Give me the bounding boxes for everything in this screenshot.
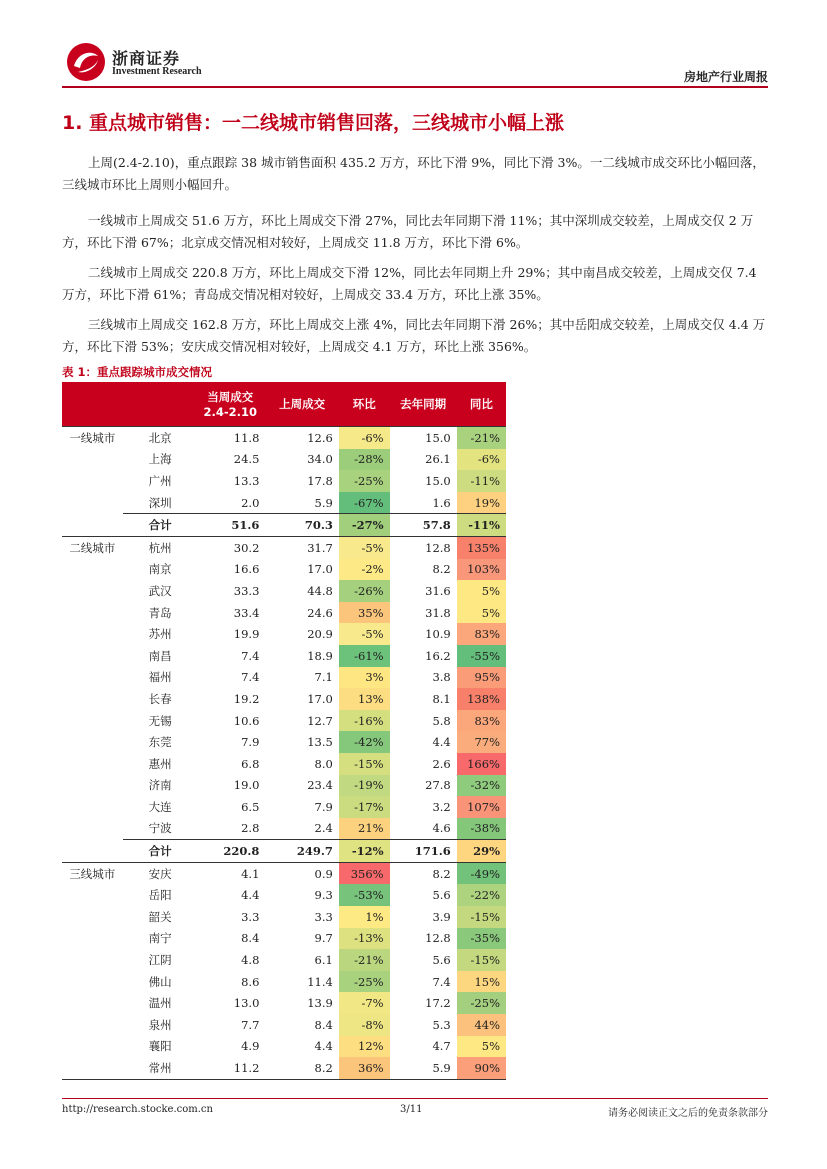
footer-url[interactable]: http://research.stocke.com.cn: [62, 1104, 213, 1115]
current-week-cell: 7.7: [241, 1017, 260, 1032]
paragraph-overview: 上周(2.4-2.10)，重点跟踪 38 城市销售面积 435.2 万方，环比下滑 9%，同比下滑 3%。一二线城市成交环比小幅回落，三线城市环比上周则小幅回升。: [62, 155, 765, 192]
mom-cell: -61%: [339, 645, 390, 667]
last-year-cell: 5.6: [432, 888, 451, 903]
table-row: [62, 928, 506, 950]
mom-cell: -12%: [339, 840, 390, 863]
current-week-cell: 4.9: [241, 1039, 260, 1054]
last-week-cell: 7.1: [314, 670, 333, 685]
table-row: [62, 449, 506, 471]
last-year-cell: 15.0: [425, 473, 451, 488]
header-yoy: 同比: [457, 382, 506, 427]
mom-cell: 356%: [339, 862, 390, 884]
page-number: 3/11: [400, 1104, 423, 1115]
footer-divider: [62, 1098, 768, 1099]
tier-cell: [62, 623, 123, 645]
tier-cell: 二线城市: [62, 536, 123, 558]
current-week-cell: 16.6: [233, 562, 260, 577]
footer-disclaimer: 请务必阅读正文之后的免责条款部分: [608, 1108, 768, 1119]
current-week-cell: 4.1: [195, 862, 265, 884]
yoy-cell: -22%: [457, 884, 506, 906]
last-year-cell: 5.6: [432, 953, 451, 968]
tier-cell: [62, 667, 123, 689]
city-cell: 济南: [148, 778, 172, 793]
last-week-cell: 18.9: [307, 648, 333, 663]
last-week-cell: 9.3: [314, 888, 333, 903]
tier-cell: [62, 1036, 123, 1058]
table-caption: 表 1：重点跟踪城市成交情况: [62, 365, 213, 379]
paragraph-tier3: 三线城市上周成交 162.8 万方，环比上周成交上涨 4%，同比去年同期下滑 26%；其中岳阳成交较差，上周成交仅 4.4 万方，环比下滑 53%；安庆成交情况相对较好，上周成交 4.1 万方，环比上涨 356%。: [62, 317, 766, 354]
current-week-cell: 2.0: [241, 495, 260, 510]
tier-cell: [62, 753, 123, 775]
yoy-cell: 107%: [457, 796, 506, 818]
table-row: [62, 731, 506, 753]
table-row: [62, 818, 506, 840]
tier-cell: [62, 928, 123, 950]
last-week-cell: 0.9: [265, 862, 338, 884]
last-week-cell: 17.0: [307, 562, 333, 577]
current-week-cell: 33.3: [233, 583, 260, 598]
tier-cell: [62, 580, 123, 602]
last-week-cell: 9.7: [314, 931, 333, 946]
city-cell: 无锡: [148, 713, 172, 728]
header-last-year: 去年同期: [390, 382, 457, 427]
mom-cell: -17%: [339, 796, 390, 818]
city-cell: 南昌: [148, 648, 172, 663]
last-year-cell: 8.2: [390, 862, 457, 884]
mom-cell: -42%: [339, 731, 390, 753]
mom-cell: -5%: [339, 536, 390, 558]
table-row: [62, 1014, 506, 1036]
city-cell: 安庆: [123, 862, 195, 884]
last-week-cell: 13.5: [307, 735, 333, 750]
mom-cell: -5%: [339, 623, 390, 645]
mom-cell: 13%: [339, 688, 390, 710]
last-year-cell: 15.0: [390, 427, 457, 449]
city-cell: 南宁: [148, 931, 172, 946]
table-row: [62, 688, 506, 710]
mom-cell: 36%: [339, 1057, 390, 1079]
last-week-cell: 17.8: [307, 473, 333, 488]
yoy-cell: 29%: [457, 840, 506, 863]
table-row: [62, 427, 506, 449]
table-total-row: [62, 514, 506, 537]
current-week-cell: 13.3: [233, 473, 260, 488]
current-week-cell: 4.8: [241, 953, 260, 968]
city-cell: 南京: [148, 562, 172, 577]
yoy-cell: 135%: [457, 536, 506, 558]
tier-cell: [62, 840, 123, 863]
mom-cell: 3%: [339, 667, 390, 689]
mom-cell: -13%: [339, 928, 390, 950]
current-week-cell: 33.4: [233, 605, 260, 620]
current-week-cell: 4.4: [241, 888, 260, 903]
header-last-week: 上周成交: [265, 382, 338, 427]
last-week-cell: 44.8: [307, 583, 333, 598]
header-tier: [62, 382, 123, 427]
yoy-cell: 90%: [457, 1057, 506, 1079]
table-row: [62, 796, 506, 818]
yoy-cell: 166%: [457, 753, 506, 775]
tier-cell: [62, 796, 123, 818]
city-cell: 惠州: [148, 756, 172, 771]
tier-cell: [62, 514, 123, 537]
current-week-cell: 8.4: [241, 931, 260, 946]
city-cell: 上海: [148, 452, 172, 467]
mom-cell: -67%: [339, 492, 390, 514]
yoy-cell: -15%: [457, 906, 506, 928]
last-week-cell: 11.4: [307, 974, 333, 989]
yoy-cell: 5%: [457, 580, 506, 602]
yoy-cell: -11%: [457, 470, 506, 492]
city-cell: 福州: [148, 670, 172, 685]
current-week-cell: 30.2: [195, 536, 265, 558]
last-year-cell: 7.4: [432, 974, 451, 989]
tier-cell: [62, 602, 123, 624]
last-week-cell: 4.4: [314, 1039, 333, 1054]
last-week-cell: 2.4: [314, 821, 333, 836]
mom-cell: -27%: [339, 514, 390, 537]
logo-chinese-name: 浙商证券: [112, 49, 181, 68]
city-cell: 岳阳: [148, 888, 172, 903]
tier-cell: [62, 688, 123, 710]
tier-cell: 一线城市: [62, 427, 123, 449]
city-cell: 青岛: [148, 605, 172, 620]
yoy-cell: 15%: [457, 971, 506, 993]
last-year-cell: 4.4: [432, 735, 451, 750]
last-week-cell: 8.2: [265, 1057, 338, 1079]
table-row: [62, 645, 506, 667]
last-year-cell: 8.2: [432, 562, 451, 577]
mom-cell: -21%: [339, 949, 390, 971]
yoy-cell: -32%: [457, 775, 506, 797]
current-week-cell: 24.5: [233, 452, 260, 467]
current-week-cell: 19.0: [233, 778, 260, 793]
city-cell: 佛山: [148, 974, 172, 989]
current-week-cell: 6.8: [241, 756, 260, 771]
page-header: [62, 42, 768, 88]
tier-cell: [62, 470, 123, 492]
tier-cell: [62, 971, 123, 993]
header-divider: [62, 86, 768, 88]
last-year-cell: 4.7: [432, 1039, 451, 1054]
yoy-cell: 44%: [457, 1014, 506, 1036]
tier-cell: [62, 949, 123, 971]
current-week-cell: 10.6: [233, 713, 260, 728]
last-week-cell: 12.7: [307, 713, 333, 728]
table-row: [62, 862, 506, 884]
current-week-cell: 19.2: [233, 691, 260, 706]
mom-cell: -26%: [339, 580, 390, 602]
last-year-cell: 57.8: [390, 514, 457, 537]
last-year-cell: 4.6: [432, 821, 451, 836]
mom-cell: -6%: [339, 427, 390, 449]
table-row: [62, 906, 506, 928]
mom-cell: -15%: [339, 753, 390, 775]
yoy-cell: 83%: [457, 623, 506, 645]
header-current-week-label: 当周成交: [207, 390, 254, 404]
last-week-cell: 70.3: [265, 514, 338, 537]
paragraph-tier2: 二线城市上周成交 220.8 万方，环比上周成交下滑 12%，同比去年同期上升 29%；其中南昌成交较差，上周成交仅 7.4 万方，环比下滑 61%；青岛成交情况相对较好，上周成交 33.4 万方，环比上涨 35%。: [62, 265, 757, 302]
tier-cell: [62, 992, 123, 1014]
logo-english-name: Investment Research: [112, 66, 202, 77]
last-week-cell: 34.0: [307, 452, 333, 467]
last-week-cell: 7.9: [314, 799, 333, 814]
last-week-cell: 5.9: [314, 495, 333, 510]
table-row: [62, 667, 506, 689]
city-cell: 大连: [148, 799, 172, 814]
current-week-cell: 51.6: [195, 514, 265, 537]
last-year-cell: 27.8: [425, 778, 451, 793]
table-row: [62, 536, 506, 558]
table-row: [62, 971, 506, 993]
yoy-cell: -35%: [457, 928, 506, 950]
tier-cell: [62, 906, 123, 928]
city-cell: 合计: [123, 840, 195, 863]
current-week-cell: 7.4: [241, 670, 260, 685]
yoy-cell: 5%: [457, 1036, 506, 1058]
yoy-cell: -38%: [457, 818, 506, 840]
last-year-cell: 31.6: [425, 583, 451, 598]
table-row: [62, 884, 506, 906]
last-week-cell: 23.4: [307, 778, 333, 793]
city-cell: 常州: [123, 1057, 195, 1079]
current-week-cell: 11.8: [195, 427, 265, 449]
mom-cell: 1%: [339, 906, 390, 928]
table-row: [62, 470, 506, 492]
table-row: [62, 1057, 506, 1079]
yoy-cell: -21%: [457, 427, 506, 449]
current-week-cell: 220.8: [195, 840, 265, 863]
last-year-cell: 16.2: [425, 648, 451, 663]
mom-cell: -19%: [339, 775, 390, 797]
yoy-cell: 5%: [457, 602, 506, 624]
last-week-cell: 8.4: [314, 1017, 333, 1032]
table-row: [62, 753, 506, 775]
yoy-cell: -15%: [457, 949, 506, 971]
last-year-cell: 3.8: [432, 670, 451, 685]
city-cell: 江阴: [148, 953, 172, 968]
tier-cell: [62, 884, 123, 906]
table-row: [62, 623, 506, 645]
section-title: 1. 重点城市销售：一二线城市销售回落，三线城市小幅上涨: [62, 112, 565, 134]
table-row: [62, 992, 506, 1014]
company-logo-icon: [66, 42, 106, 82]
tier-cell: [62, 710, 123, 732]
current-week-cell: 11.2: [195, 1057, 265, 1079]
mom-cell: -8%: [339, 1014, 390, 1036]
mom-cell: -25%: [339, 470, 390, 492]
tier-cell: [62, 1057, 123, 1079]
mom-cell: -16%: [339, 710, 390, 732]
mom-cell: -28%: [339, 449, 390, 471]
current-week-cell: 3.3: [241, 909, 260, 924]
last-year-cell: 26.1: [425, 452, 451, 467]
city-cell: 合计: [123, 514, 195, 537]
last-week-cell: 20.9: [307, 627, 333, 642]
table-row: [62, 492, 506, 514]
current-week-cell: 7.9: [241, 735, 260, 750]
last-week-cell: 12.6: [265, 427, 338, 449]
yoy-cell: -49%: [457, 862, 506, 884]
last-week-cell: 6.1: [314, 953, 333, 968]
yoy-cell: 77%: [457, 731, 506, 753]
last-week-cell: 249.7: [265, 840, 338, 863]
header-mom: 环比: [339, 382, 390, 427]
last-year-cell: 5.8: [432, 713, 451, 728]
city-sales-table: [62, 382, 506, 1080]
last-week-cell: 17.0: [307, 691, 333, 706]
tier-cell: [62, 775, 123, 797]
current-week-cell: 8.6: [241, 974, 260, 989]
mom-cell: -53%: [339, 884, 390, 906]
header-city: [123, 382, 195, 427]
header-current-week: [195, 382, 265, 427]
tier-cell: [62, 492, 123, 514]
last-year-cell: 17.2: [425, 996, 451, 1011]
table-header-row: [62, 382, 506, 427]
last-year-cell: 171.6: [390, 840, 457, 863]
mom-cell: 35%: [339, 602, 390, 624]
current-week-cell: 6.5: [241, 799, 260, 814]
city-cell: 北京: [123, 427, 195, 449]
last-week-cell: 8.0: [314, 756, 333, 771]
city-cell: 泉州: [148, 1017, 172, 1032]
yoy-cell: -25%: [457, 992, 506, 1014]
last-year-cell: 2.6: [432, 756, 451, 771]
last-year-cell: 12.8: [425, 931, 451, 946]
yoy-cell: 19%: [457, 492, 506, 514]
mom-cell: -25%: [339, 971, 390, 993]
last-year-cell: 5.3: [432, 1017, 451, 1032]
last-year-cell: 1.6: [432, 495, 451, 510]
yoy-cell: -11%: [457, 514, 506, 537]
table-row: [62, 559, 506, 581]
header-current-week-range: 2.4-2.10: [203, 405, 257, 419]
document-type: 房地产行业周报: [683, 70, 768, 84]
current-week-cell: 13.0: [233, 996, 260, 1011]
city-cell: 长春: [148, 691, 172, 706]
last-year-cell: 3.2: [432, 799, 451, 814]
city-cell: 宁波: [148, 821, 172, 836]
current-week-cell: 7.4: [241, 648, 260, 663]
last-week-cell: 13.9: [307, 996, 333, 1011]
current-week-cell: 2.8: [241, 821, 260, 836]
city-cell: 东莞: [148, 735, 172, 750]
city-cell: 苏州: [148, 627, 172, 642]
yoy-cell: 95%: [457, 667, 506, 689]
last-year-cell: 8.1: [432, 691, 451, 706]
last-year-cell: 31.8: [425, 605, 451, 620]
last-year-cell: 5.9: [390, 1057, 457, 1079]
paragraph-tier1: 一线城市上周成交 51.6 万方，环比上周成交下滑 27%，同比去年同期下滑 11%；其中深圳成交较差，上周成交仅 2 万方，环比下滑 67%；北京成交情况相对较好，上周成交 11.8 万方，环比下滑 6%。: [62, 213, 754, 250]
city-cell: 武汉: [148, 583, 172, 598]
mom-cell: 21%: [339, 818, 390, 840]
tier-cell: [62, 818, 123, 840]
tier-cell: [62, 731, 123, 753]
tier-cell: [62, 559, 123, 581]
city-cell: 襄阳: [148, 1039, 172, 1054]
table-row: [62, 1036, 506, 1058]
table-total-row: [62, 840, 506, 863]
yoy-cell: 83%: [457, 710, 506, 732]
last-week-cell: 24.6: [307, 605, 333, 620]
last-year-cell: 12.8: [390, 536, 457, 558]
last-week-cell: 31.7: [265, 536, 338, 558]
tier-cell: [62, 449, 123, 471]
table-row: [62, 775, 506, 797]
yoy-cell: 103%: [457, 559, 506, 581]
city-cell: 深圳: [148, 495, 172, 510]
yoy-cell: 138%: [457, 688, 506, 710]
table-row: [62, 949, 506, 971]
tier-cell: [62, 1014, 123, 1036]
city-cell: 广州: [148, 473, 172, 488]
tier-cell: 三线城市: [62, 862, 123, 884]
table-row: [62, 602, 506, 624]
last-year-cell: 10.9: [425, 627, 451, 642]
yoy-cell: -6%: [457, 449, 506, 471]
mom-cell: -7%: [339, 992, 390, 1014]
table-row: [62, 710, 506, 732]
current-week-cell: 19.9: [233, 627, 260, 642]
tier-cell: [62, 645, 123, 667]
mom-cell: -2%: [339, 559, 390, 581]
last-year-cell: 3.9: [432, 909, 451, 924]
city-cell: 温州: [148, 996, 172, 1011]
mom-cell: 12%: [339, 1036, 390, 1058]
last-week-cell: 3.3: [314, 909, 333, 924]
city-cell: 韶关: [148, 909, 172, 924]
city-cell: 杭州: [123, 536, 195, 558]
table-row: [62, 580, 506, 602]
yoy-cell: -55%: [457, 645, 506, 667]
